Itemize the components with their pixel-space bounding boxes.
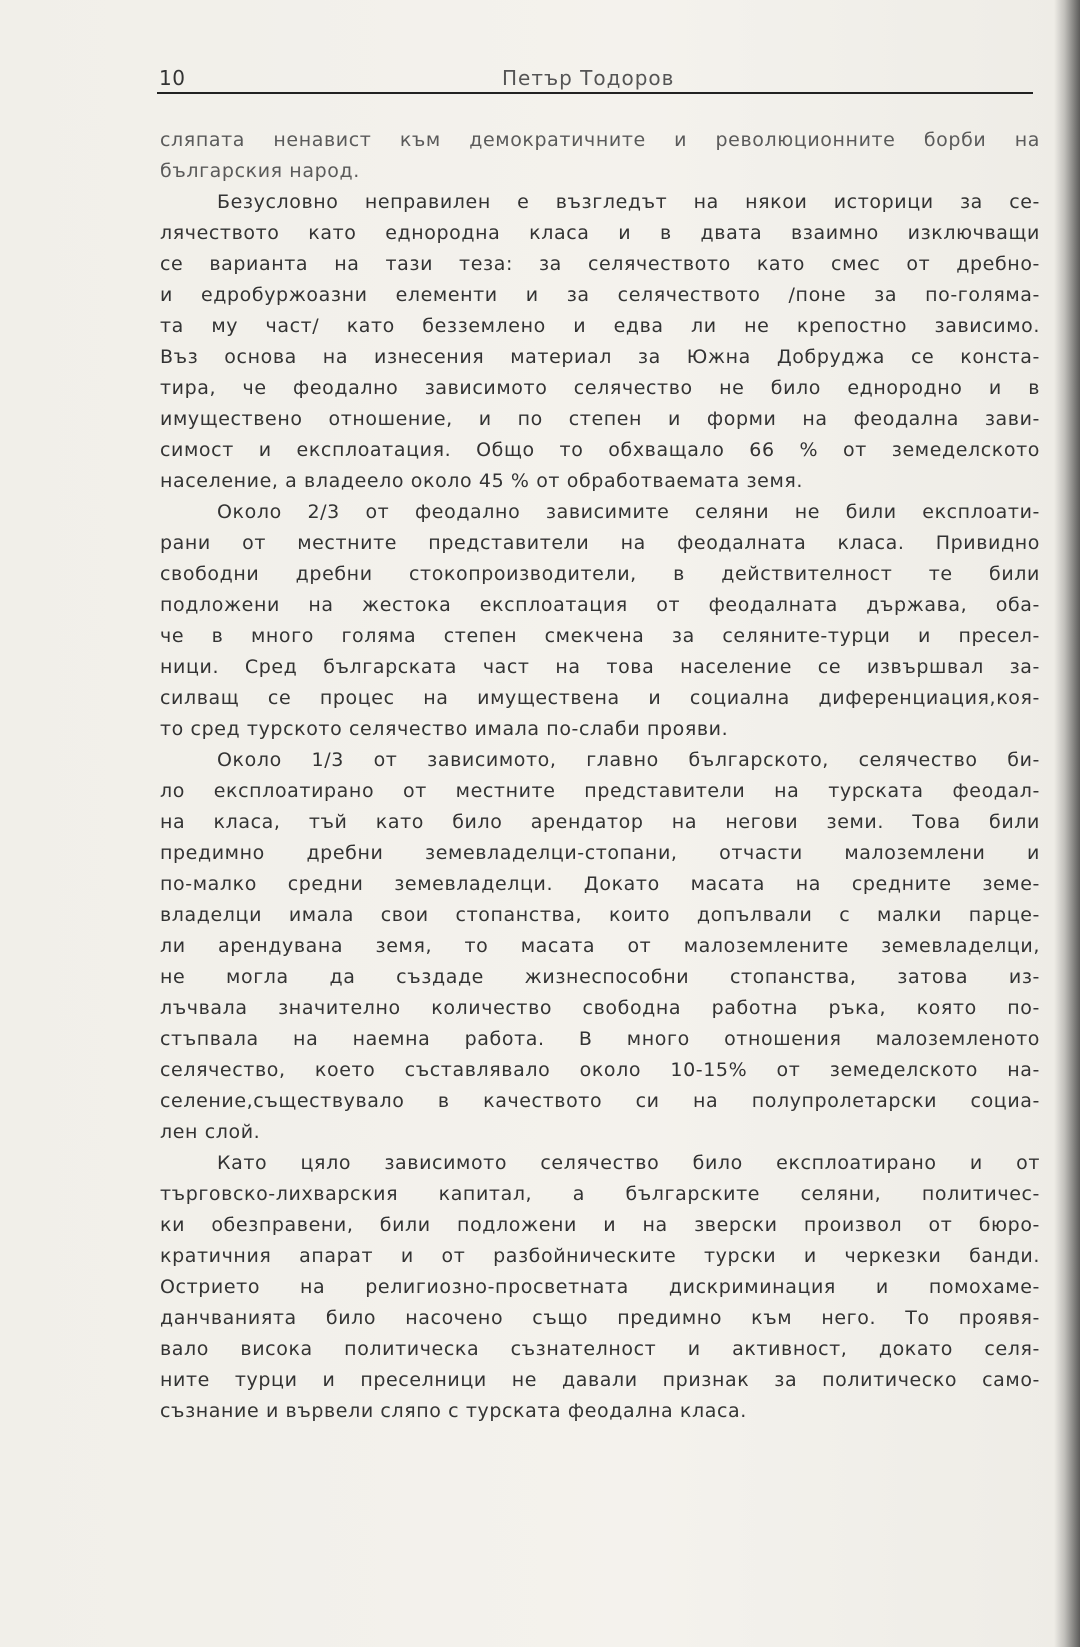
text-line: Острието на религиозно-просветната дискриминация и помохаме- [160, 1276, 1040, 1298]
page-edge-shadow [1054, 0, 1080, 1647]
page-header [157, 64, 1033, 94]
paragraph [160, 1148, 1040, 1427]
text-line: Безусловно неправилен е възгледът на някои историци за се- [217, 191, 1040, 213]
text-line: и едробуржоазни елементи и за селячеството /поне за по-голяма- [160, 284, 1040, 306]
text-line: симост и експлоатация. Общо то обхващало 66 % от земеделското [160, 439, 1040, 461]
text-line: се варианта на тази теза: за селячеството като смес от дребно- [160, 253, 1040, 275]
text-line: тира, че феодално зависимото селячество не било еднородно и в [160, 377, 1040, 399]
text-line: свободни дребни стокопроизводители, в действителност те били [160, 563, 1040, 585]
text-line: лъчвала значително количество свободна работна ръка, която по- [160, 997, 1040, 1019]
text-line: данчванията било насочено също предимно към него. То проявя- [160, 1307, 1040, 1329]
text-line: лен слой. [160, 1121, 261, 1143]
text-line: селячество, което съставлявало около 10-15% от земеделското на- [160, 1059, 1040, 1081]
text-line: владелци имала свои стопанства, които допълвали с малки парце- [160, 904, 1040, 926]
paragraph [160, 497, 1040, 745]
text-line: ки обезправени, били подложени и на зверски произвол от бюро- [160, 1214, 1040, 1236]
text-line: имуществено отношение, и по степен и форми на феодална зави- [160, 408, 1040, 430]
text-line: лячеството като еднородна класа и в двата взаимно изключващи [160, 222, 1040, 244]
text-line: вало висока политическа съзнателност и активност, докато селя- [160, 1338, 1040, 1360]
text-line: българския народ. [160, 160, 360, 182]
text-line: съзнание и вървели сляпо с турската феодална класа. [160, 1400, 747, 1422]
paragraph [160, 125, 1040, 187]
text-line: сляпата ненавист към демократичните и революционните борби на [160, 129, 1040, 151]
text-line: Като цяло зависимото селячество било експлоатирано и от [217, 1152, 1040, 1174]
text-line: предимно дребни земевладелци-стопани, отчасти малоземлени и [160, 842, 1040, 864]
text-line: стъпвала на наемна работа. В много отношения малоземленото [160, 1028, 1040, 1050]
text-line: ли арендувана земя, то масата от малоземлените земевладелци, [160, 935, 1040, 957]
text-line: селение,съществувало в качеството си на полупролетарски социа- [160, 1090, 1040, 1112]
text-line: не могла да създаде жизнеспособни стопанства, затова из- [160, 966, 1040, 988]
text-line: по-малко средни земевладелци. Докато масата на средните земе- [160, 873, 1040, 895]
text-line: ло експлоатирано от местните представители на турската феодал- [160, 780, 1040, 802]
text-line: Около 2/3 от феодално зависимите селяни не били експлоати- [217, 501, 1040, 523]
text-line: ните турци и преселници не давали признак за политическо само- [160, 1369, 1040, 1391]
text-line: кратичния апарат и от разбойническите турски и черкезки банди. [160, 1245, 1040, 1267]
text-line: силващ се процес на имуществена и социална диференциация,коя- [160, 687, 1040, 709]
text-line: Въз основа на изнесения материал за Южна Добруджа се конста- [160, 346, 1040, 368]
text-line: подложени на жестока експлоатация от феодалната държава, оба- [160, 594, 1040, 616]
text-line: рани от местните представители на феодалната класа. Привидно [160, 532, 1040, 554]
paragraph [160, 187, 1040, 497]
text-line: на класа, тъй като било арендатор на негови земи. Това били [160, 811, 1040, 833]
text-line: търговско-лихварския капитал, а българските селяни, политичес- [160, 1183, 1040, 1205]
running-head: Петър Тодоров [502, 66, 675, 90]
text-line: Около 1/3 от зависимото, главно българското, селячество би- [217, 749, 1040, 771]
text-line: ници. Сред българската част на това население се извършвал за- [160, 656, 1040, 678]
page-number: 10 [159, 66, 186, 90]
text-line: население, а владеело около 45 % от обработваемата земя. [160, 470, 804, 492]
text-line: то сред турското селячество имала по-слаби прояви. [160, 718, 729, 740]
paragraph [160, 745, 1040, 1148]
text-line: че в много голяма степен смекчена за селяните-турци и пресел- [160, 625, 1040, 647]
body-text [160, 125, 1040, 1427]
text-line: та му част/ като безземлено и едва ли не крепостно зависимо. [160, 315, 1040, 337]
